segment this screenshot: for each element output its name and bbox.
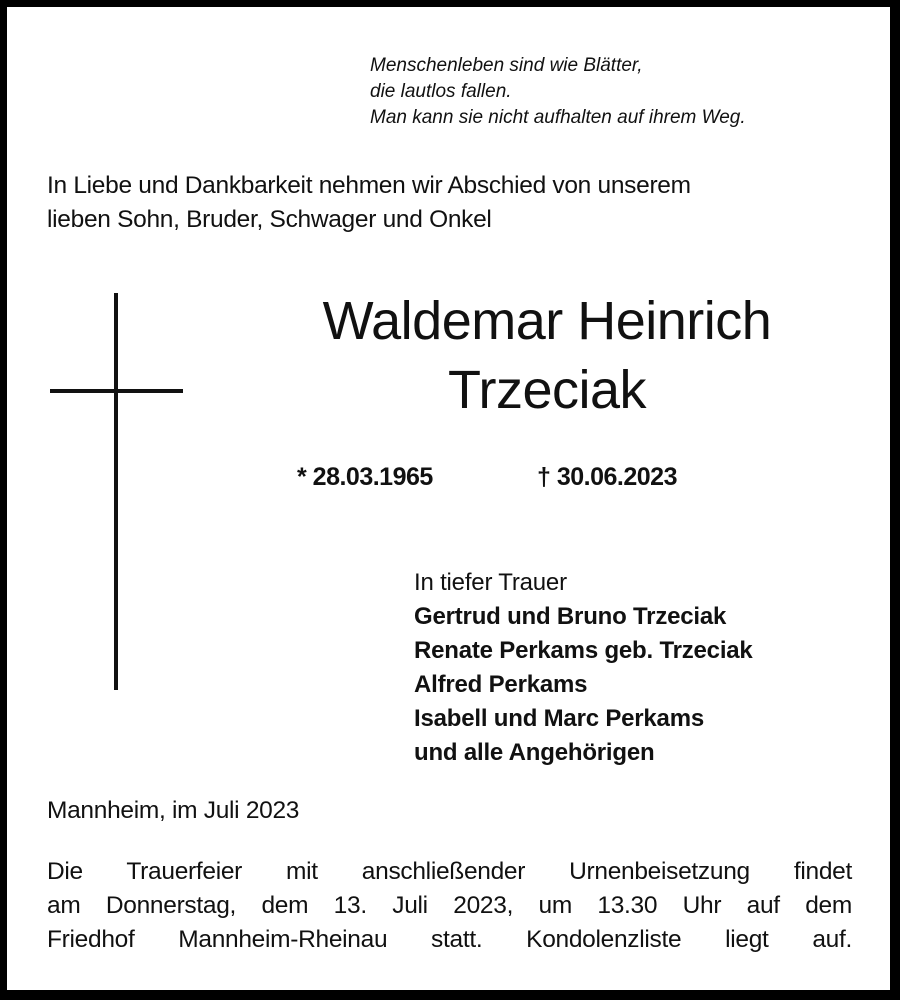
mourner-name: Renate Perkams geb. Trzeciak (414, 637, 753, 664)
intro-text (47, 169, 691, 237)
place-date: Mannheim, im Juli 2023 (47, 797, 300, 824)
deceased-name-first: Waldemar Heinrich (322, 291, 772, 351)
notice-line: Friedhof Mannheim-Rheinau statt. Kondolenzliste liegt auf. (47, 926, 852, 953)
quote-line: Man kann sie nicht aufhalten auf ihrem Weg. (370, 107, 746, 128)
mourner-name: Alfred Perkams (414, 671, 588, 698)
intro-line: In Liebe und Dankbarkeit nehmen wir Abschied von unserem (47, 172, 691, 199)
mourner-name: Isabell und Marc Perkams (414, 705, 704, 732)
intro-line: lieben Sohn, Bruder, Schwager und Onkel (47, 206, 492, 233)
mourner-name: und alle Angehörigen (414, 739, 655, 766)
mourner-name: Gertrud und Bruno Trzeciak (414, 603, 727, 630)
quote-line: Menschenleben sind wie Blätter, (370, 55, 643, 76)
notice-line: Die Trauerfeier mit anschließender Urnenbeisetzung findet (47, 858, 852, 885)
cross-vertical-bar (114, 293, 118, 690)
funeral-notice (47, 855, 852, 957)
birth-date: * 28.03.1965 (297, 463, 433, 491)
mourners-heading: In tiefer Trauer (414, 569, 567, 596)
mourners-list (414, 566, 753, 770)
poem-quote (370, 53, 746, 131)
quote-line: die lautlos fallen. (370, 81, 512, 102)
deceased-name-last: Trzeciak (447, 360, 647, 420)
notice-line: am Donnerstag, dem 13. Juli 2023, um 13.30 Uhr auf dem (47, 892, 852, 919)
obituary-card (7, 7, 890, 990)
death-date: † 30.06.2023 (537, 463, 677, 491)
